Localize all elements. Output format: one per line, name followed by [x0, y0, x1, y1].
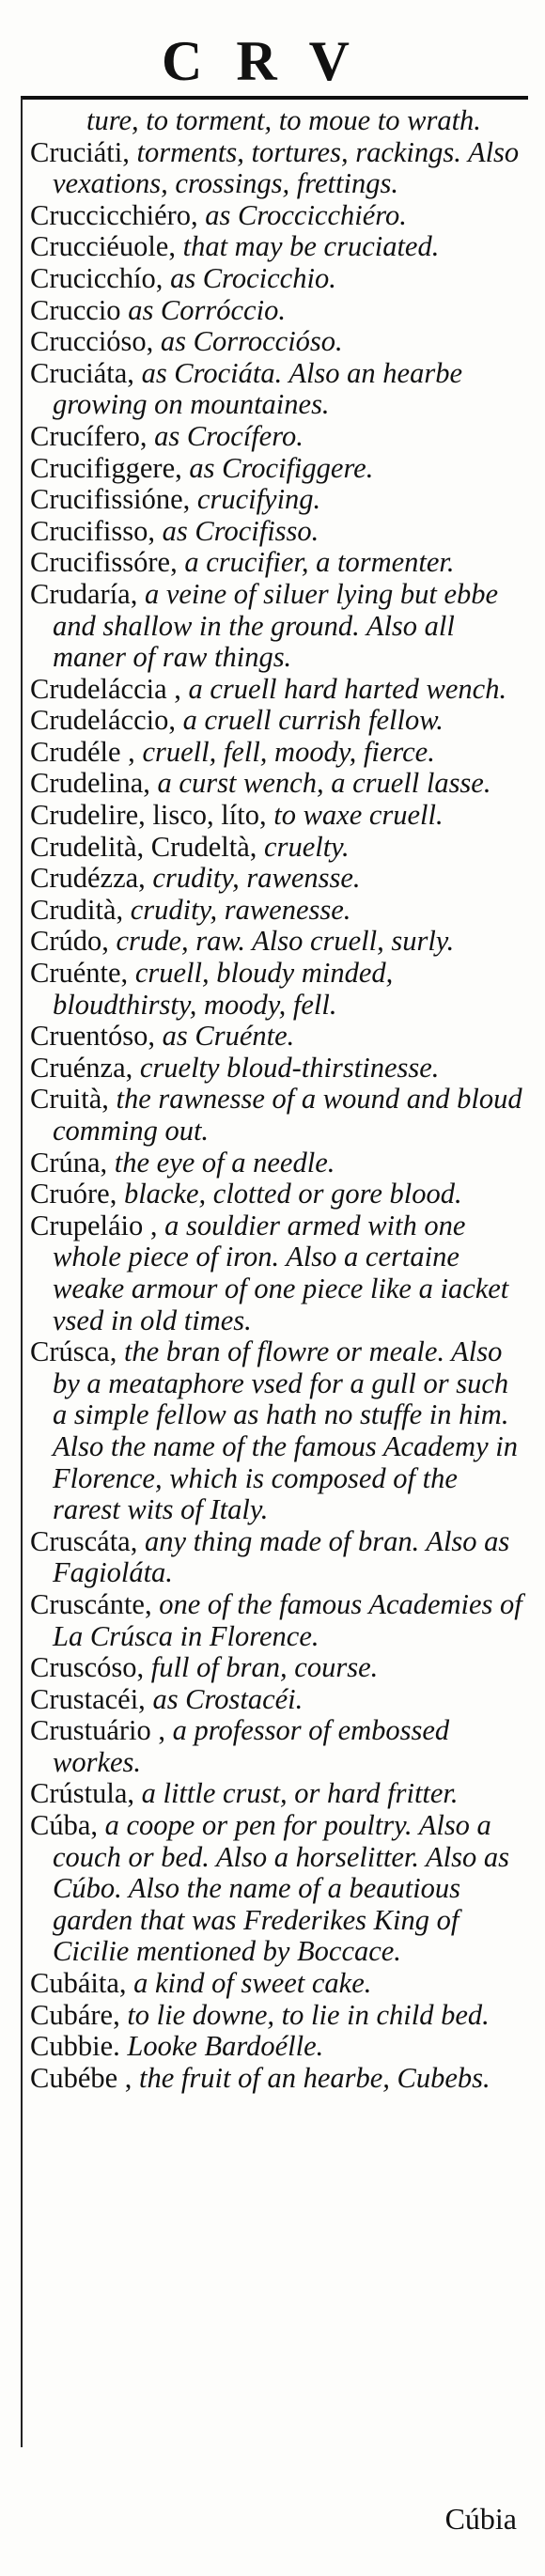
dictionary-entry — [30, 863, 524, 895]
entry-headword: Cubáre, — [30, 1998, 120, 2031]
dictionary-entry — [30, 1652, 524, 1684]
entry-definition: cruell, fell, moody, fierce. — [134, 735, 435, 768]
entry-definition: as Crocifiggere. — [181, 451, 374, 484]
entry-definition: the eye of a needle. — [107, 1146, 335, 1179]
entry-headword: Crudelina, — [30, 767, 150, 800]
entry-definition: full of bran, course. — [144, 1651, 379, 1684]
dictionary-entry — [30, 547, 524, 579]
entry-headword: Crudelità, Crudeltà, — [30, 830, 257, 863]
entry-headword: Crustuário , — [30, 1714, 166, 1747]
dictionary-entry — [30, 1147, 524, 1179]
entry-definition: a cruell hard harted wench. — [180, 672, 507, 705]
dictionary-entry — [30, 453, 524, 485]
entry-definition: a curst wench, a cruell lasse. — [149, 767, 491, 800]
entry-definition: ture, to torment, to moue to wrath. — [86, 104, 481, 136]
entry-definition: cruell, bloudy minded, bloudthirsty, moody, fell. — [53, 957, 394, 1021]
dictionary-entry — [30, 231, 524, 263]
dictionary-entry — [30, 1684, 524, 1716]
entry-headword: Cruentóso, — [30, 1020, 156, 1053]
dictionary-entry — [30, 484, 524, 516]
entry-definition: to waxe cruell. — [266, 799, 444, 832]
dictionary-entry — [30, 926, 524, 958]
entry-headword: Cruénte, — [30, 957, 129, 990]
entry-definition: as Corroccióso. — [153, 325, 343, 358]
entry-headword: Cruciáta, — [30, 356, 134, 389]
entry-headword: Cubébe , — [30, 2061, 132, 2094]
dictionary-entry — [30, 1053, 524, 1085]
dictionary-entry — [30, 737, 524, 769]
entry-headword: Crucifisso, — [30, 514, 156, 547]
entry-headword: Crudeláccio, — [30, 704, 176, 737]
entry-headword: Crúna, — [30, 1146, 108, 1179]
entry-definition: the rawnesse of a wound and bloud comming out. — [53, 1083, 522, 1147]
entry-headword: Cúba, — [30, 1809, 99, 1842]
entry-definition: Looke Bardoélle. — [119, 2030, 324, 2063]
entry-headword: Crudaría, — [30, 577, 138, 610]
dictionary-entry — [30, 516, 524, 548]
entry-definition: the bran of flowre or meale. Also by a meataphore vsed for a gull or such a simple fellow as hath no stuffe in him. Also the name of the famous Academy in Florence, which is composed of the rarest wits of Italy. — [53, 1335, 518, 1526]
entry-headword: Crúsca, — [30, 1335, 117, 1368]
entry-definition: to lie downe, to lie in child bed. — [119, 1998, 490, 2031]
dictionary-entry — [30, 1715, 524, 1778]
entry-definition: crudity, rawenesse. — [123, 893, 351, 926]
entry-headword: Crucífero, — [30, 419, 148, 452]
header-rule — [21, 96, 528, 100]
entry-headword: Cruità, — [30, 1083, 109, 1116]
entry-definition: cruelty. — [257, 830, 350, 863]
entry-headword: Crucciόso, — [30, 325, 154, 358]
entry-headword: Cruciáti, — [30, 135, 130, 168]
entry-headword: Crudelire, lisco, líto, — [30, 799, 267, 832]
dictionary-entry — [30, 705, 524, 737]
dictionary-entry — [30, 1589, 524, 1652]
entry-headword: Cubáita, — [30, 1967, 127, 2000]
entry-definition: as Crocicchio. — [163, 261, 336, 294]
entry-definition: that may be cruciated. — [175, 230, 440, 263]
dictionary-entry — [30, 200, 524, 232]
entry-definition: a souldier armed with one whole piece of iron. Also a certaine weake armour of one piece like a iacket vsed in old times. — [53, 1209, 509, 1336]
entry-definition: as Crocífero. — [147, 419, 304, 452]
entry-headword: Crudeláccia , — [30, 672, 181, 705]
entry-definition: as Crocifisso. — [155, 514, 319, 547]
entry-definition: a coope or pen for poultry. Also a couch or bed. Also a horselitter. Also as Cúbo. Also the name of a beautious garden that was Frederikes King of Cicilie mentioned by Boccace. — [53, 1809, 510, 1968]
entry-headword: Crucifiggere, — [30, 451, 182, 484]
dictionary-entry — [30, 1021, 524, 1053]
entry-definition: any thing made of bran. Also as Fagioláta. — [53, 1524, 510, 1589]
dictionary-entry — [30, 263, 524, 295]
entry-headword: Crustacéi, — [30, 1682, 146, 1715]
entry-headword: Cruóre, — [30, 1178, 117, 1210]
dictionary-entry — [30, 1810, 524, 1968]
entry-definition: a cruell currish fellow. — [175, 704, 444, 737]
entry-headword: Crucicchío, — [30, 261, 164, 294]
dictionary-entry — [30, 895, 524, 927]
entry-definition: as Cruénte. — [155, 1020, 295, 1053]
entry-definition: as Croccicchiéro. — [197, 198, 407, 231]
entry-headword: Cruénza, — [30, 1051, 133, 1084]
entry-headword: Crupeláio , — [30, 1209, 158, 1241]
entry-headword: Crudéle , — [30, 735, 135, 768]
entry-definition: one of the famous Academies of La Crúsca in Florence. — [53, 1587, 522, 1652]
dictionary-entry — [30, 358, 524, 421]
entry-headword: Crúdo, — [30, 925, 109, 958]
dictionary-entry — [30, 326, 524, 358]
dictionary-entry — [30, 2063, 524, 2095]
dictionary-entry — [30, 674, 524, 706]
dictionary-entry — [30, 1179, 524, 1210]
entry-definition: as Crostacéi. — [145, 1682, 304, 1715]
dictionary-entry — [30, 1336, 524, 1526]
entry-definition: torments, tortures, rackings. Also vexations, crossings, frettings. — [53, 135, 520, 200]
dictionary-entry — [30, 1968, 524, 2000]
entry-headword: Cruscóso, — [30, 1651, 145, 1684]
dictionary-entry — [30, 421, 524, 453]
column-rule — [21, 98, 23, 2447]
entry-headword: Crucifissóre, — [30, 546, 178, 579]
dictionary-entry — [30, 579, 524, 674]
entry-definition: a kind of sweet cake. — [126, 1967, 372, 2000]
entry-definition: crucifying. — [190, 483, 321, 516]
entry-definition: cruelty bloud-thirstinesse. — [132, 1051, 440, 1084]
entry-headword: Cruscáta, — [30, 1524, 138, 1557]
entry-headword: Crucifissióne, — [30, 483, 191, 516]
entry-definition: a little crust, or hard fritter. — [133, 1777, 459, 1810]
dictionary-entry — [30, 2000, 524, 2032]
dictionary-entry — [30, 137, 524, 200]
entry-definition: as Corróccio. — [120, 293, 286, 326]
entry-headword: Crústula, — [30, 1777, 134, 1810]
dictionary-entry — [30, 1210, 524, 1336]
dictionary-entry — [30, 800, 524, 832]
entry-headword: Crudézza, — [30, 862, 146, 895]
entry-headword: Cruccicchiéro, — [30, 198, 198, 231]
dictionary-entry — [30, 768, 524, 800]
dictionary-entry — [30, 2031, 524, 2063]
entry-headword: Crucciéuole, — [30, 230, 176, 263]
page-header: CRV — [162, 30, 383, 92]
dictionary-entry — [30, 1526, 524, 1589]
dictionary-column — [30, 105, 524, 2094]
dictionary-entry — [30, 958, 524, 1021]
dictionary-entry — [30, 1084, 524, 1147]
entry-definition: blacke, clotted or gore blood. — [117, 1178, 462, 1210]
dictionary-entry — [30, 105, 524, 137]
entry-definition: a professor of embossed workes. — [53, 1714, 450, 1778]
entry-headword: Crudità, — [30, 893, 124, 926]
entry-definition: as Crociáta. Also an hearbe growing on mountaines. — [53, 356, 462, 421]
entry-headword: Cruscánte, — [30, 1587, 152, 1620]
entry-definition: a veine of siluer lying but ebbe and shallow in the ground. Also all maner of raw things. — [53, 577, 499, 674]
entry-definition: crude, raw. Also cruell, surly. — [108, 925, 455, 958]
entry-definition: the fruit of an hearbe, Cubebs. — [132, 2061, 490, 2094]
dictionary-entry — [30, 832, 524, 864]
catchword: Cúbia — [444, 2502, 517, 2536]
dictionary-entry — [30, 295, 524, 327]
entry-definition: a crucifier, a tormenter. — [177, 546, 455, 579]
entry-headword: Cruccio — [30, 293, 121, 326]
dictionary-entry — [30, 1778, 524, 1810]
entry-definition: crudity, rawensse. — [145, 862, 361, 895]
entry-headword: Cubbie. — [30, 2030, 120, 2063]
